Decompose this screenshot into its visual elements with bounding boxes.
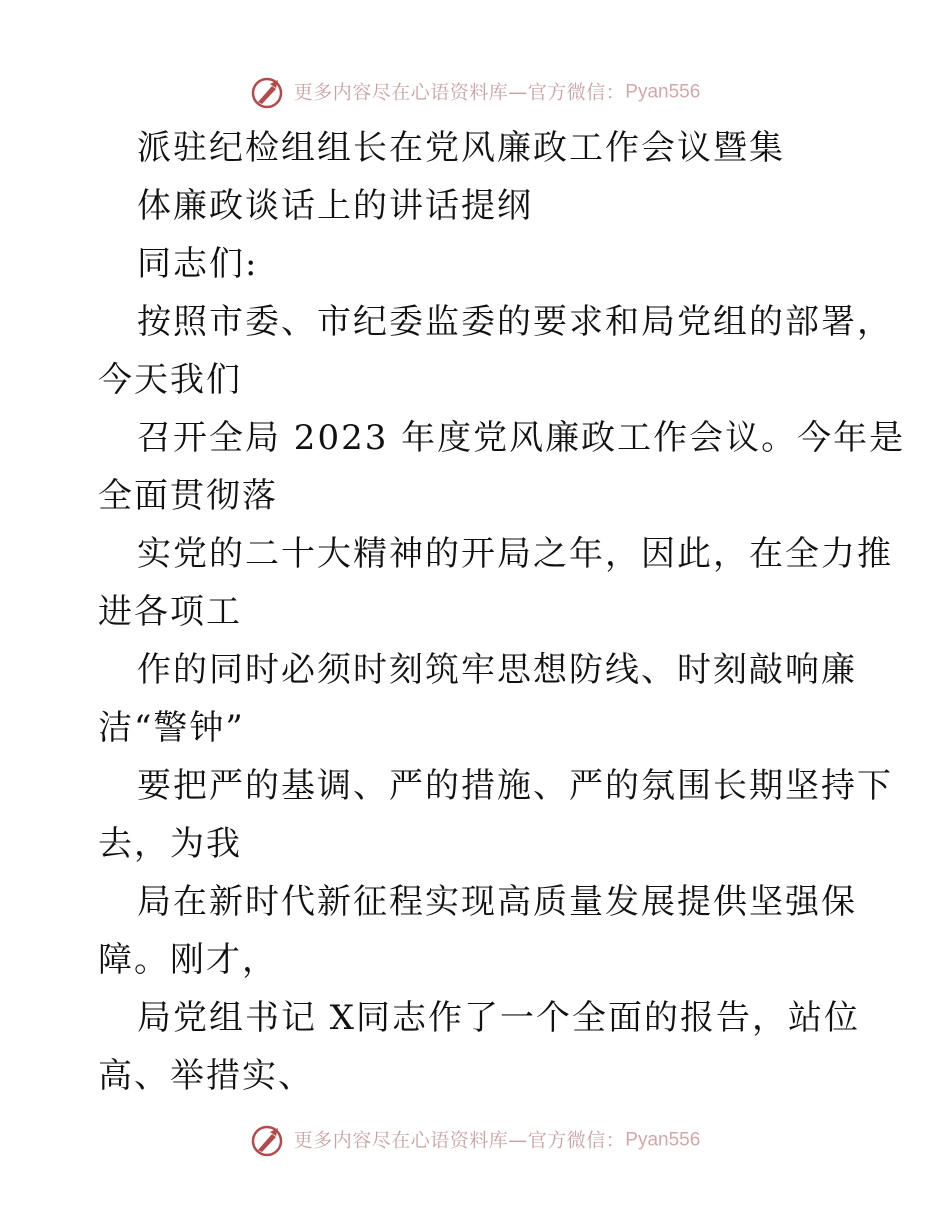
paragraph-line: 局在新时代新征程实现高质量发展提供坚强保 (137, 882, 857, 922)
paragraph-line: 高、举措实、 (98, 1056, 314, 1096)
pen-logo-icon (250, 1124, 284, 1158)
paragraph-line: 召开全局 2023 年度党风廉政工作会议。今年是 (137, 418, 906, 458)
paragraph-line: 去，为我 (98, 824, 242, 864)
document-title-line-2: 体廉政谈话上的讲话提纲 (137, 186, 533, 226)
paragraph-line: 按照市委、市纪委监委的要求和局党组的部署， (137, 302, 893, 342)
paragraph-line: 作的同时必须时刻筑牢思想防线、时刻敲响廉 (137, 650, 857, 690)
footer-watermark (0, 1120, 950, 1160)
watermark-text: 更多内容尽在心语资料库—官方微信： (293, 81, 626, 104)
pen-logo-icon (250, 76, 284, 110)
paragraph-line: 进各项工 (98, 592, 242, 632)
watermark-wechat-id: Pyan556 (625, 1129, 701, 1151)
paragraph-line: 实党的二十大精神的开局之年，因此，在全力推 (137, 534, 893, 574)
paragraph-line: 局党组书记 X同志作了一个全面的报告，站位 (137, 998, 861, 1038)
watermark-text: 更多内容尽在心语资料库—官方微信： (293, 1129, 626, 1152)
paragraph-line: 洁“警钟” (98, 708, 245, 748)
paragraph-line: 全面贯彻落 (98, 476, 278, 516)
watermark-wechat-id: Pyan556 (625, 81, 701, 103)
paragraph-line: 障。刚才， (98, 940, 278, 980)
paragraph-line: 要把严的基调、严的措施、严的氛围长期坚持下 (137, 766, 893, 806)
greeting: 同志们: (137, 244, 259, 284)
paragraph-line: 今天我们 (98, 360, 242, 400)
document-title-line-1: 派驻纪检组组长在党风廉政工作会议暨集 (137, 128, 785, 168)
header-watermark (0, 72, 950, 112)
